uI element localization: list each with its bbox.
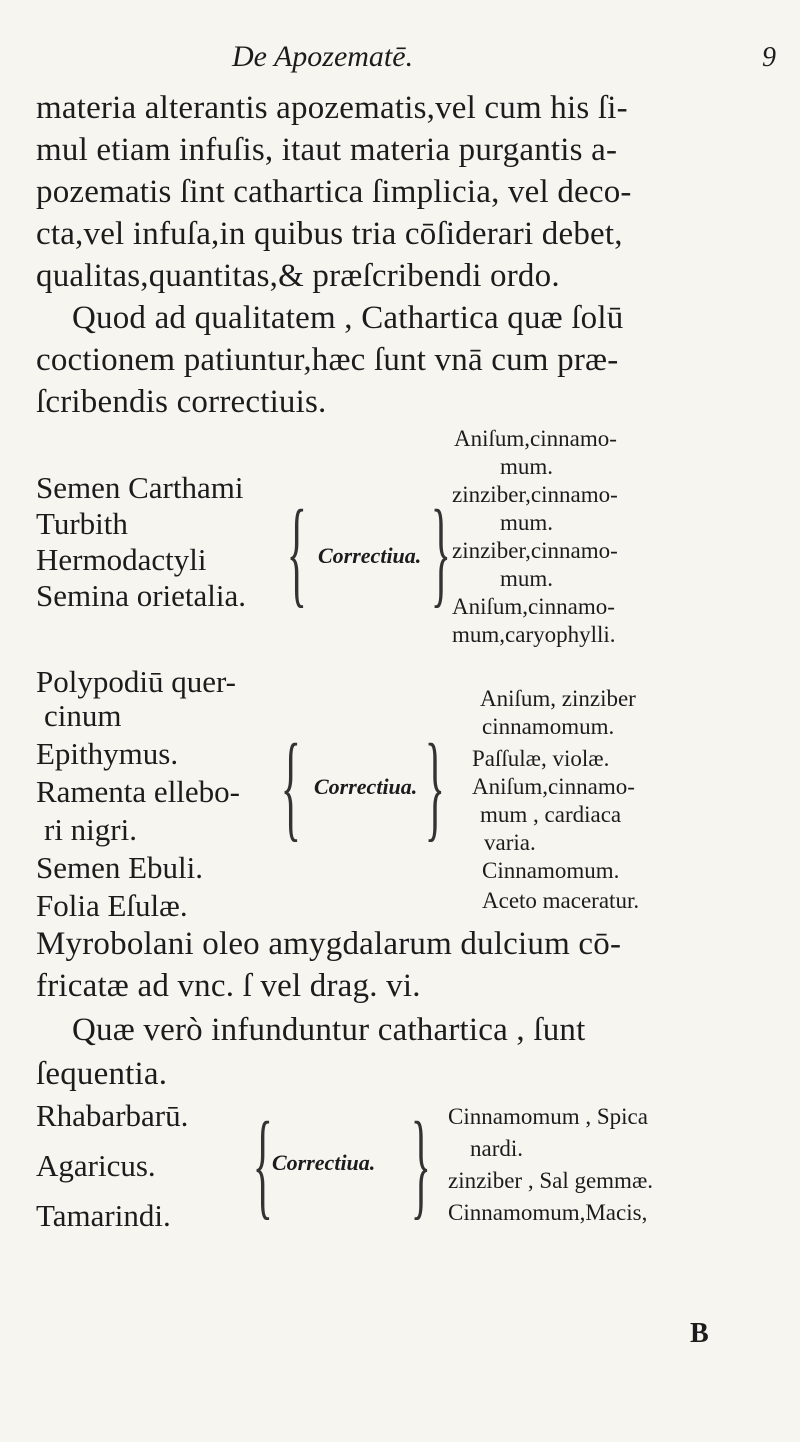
remedy-item: Ramenta ellebo-: [36, 774, 240, 809]
text-line: mul etiam infuſis, itaut materia purgantis a-: [36, 132, 618, 168]
corrective-line: varia.: [484, 830, 536, 855]
text-line: coctionem patiuntur,hæc ſunt vnā cum præ-: [36, 342, 619, 378]
corrective-line: Paſſulæ, violæ.: [472, 746, 610, 771]
corrective-line: Cinnamomum , Spica: [448, 1104, 648, 1129]
remedy-item: Polypodiū quer-: [36, 664, 237, 699]
remedy-item: Hermodactyli: [36, 542, 207, 577]
corrective-line: mum,caryophylli.: [452, 622, 616, 647]
right-brace: }: [430, 485, 451, 618]
left-brace: {: [252, 1097, 273, 1230]
corrective-line: Aniſum, zinziber: [480, 686, 636, 711]
running-header: De Apozematē.: [232, 40, 414, 73]
corrective-line: zinziber,cinnamo-: [452, 482, 618, 507]
remedy-item: Epithymus.: [36, 736, 179, 771]
corrective-line: nardi.: [470, 1136, 524, 1161]
corrective-line: Aceto maceratur.: [482, 888, 640, 913]
remedy-item: Semen Ebuli.: [36, 850, 204, 885]
corrective-line: Aniſum,cinnamo-: [452, 594, 615, 619]
text-line: fricatæ ad vnc. ſ vel drag. vi.: [36, 968, 421, 1004]
text-line: ſequentia.: [36, 1056, 168, 1092]
remedy-item: Turbith: [36, 506, 128, 541]
text-line: pozematis ſint cathartica ſimplicia, vel deco-: [36, 174, 632, 210]
corrective-line: mum.: [500, 510, 554, 535]
remedy-item: Semina orietalia.: [36, 578, 247, 613]
right-brace: }: [424, 719, 445, 852]
text-line: Quod ad qualitatem , Cathartica quæ ſolū: [72, 300, 624, 336]
corrective-line: zinziber , Sal gemmæ.: [448, 1168, 654, 1193]
correctiva-label: Correctiua.: [318, 543, 422, 568]
corrective-line: Cinnamomum,Macis,: [448, 1200, 648, 1225]
corrective-line: zinziber,cinnamo-: [452, 538, 618, 563]
correctiva-label: Correctiua.: [272, 1150, 376, 1175]
corrective-line: Cinnamomum.: [482, 858, 620, 883]
right-brace: }: [410, 1097, 431, 1230]
left-brace: {: [280, 719, 301, 852]
text-line: ſcribendis correctiuis.: [36, 384, 327, 420]
text-line: qualitas,quantitas,& præſcribendi ordo.: [36, 258, 560, 294]
left-brace: {: [286, 485, 307, 618]
page-number: 9: [762, 42, 776, 73]
corrective-line: cinnamomum.: [482, 714, 615, 739]
remedy-item: Rhabarbarū.: [36, 1098, 189, 1133]
remedy-item: Semen Carthami: [36, 470, 244, 505]
remedy-item: Agaricus.: [36, 1148, 156, 1183]
corrective-line: mum.: [500, 566, 554, 591]
remedy-item: ri nigri.: [44, 812, 137, 847]
text-line: materia alterantis apozematis,vel cum his ſi-: [36, 90, 628, 126]
corrective-line: Aniſum,cinnamo-: [472, 774, 635, 799]
corrective-line: Aniſum,cinnamo-: [454, 426, 617, 451]
text-line: cta,vel infuſa,in quibus tria cōſiderari debet,: [36, 216, 623, 252]
remedy-item: cinum: [44, 698, 122, 733]
remedy-item: Tamarindi.: [36, 1198, 171, 1233]
corrective-line: mum , cardiaca: [480, 802, 622, 827]
correctiva-label: Correctiua.: [314, 774, 418, 799]
text-line: Myrobolani oleo amygdalarum dulcium cō-: [36, 926, 622, 962]
remedy-item: Folia Eſulæ.: [36, 888, 188, 923]
corrective-line: mum.: [500, 454, 554, 479]
catchword: B: [690, 1318, 709, 1349]
text-line: Quæ verò infunduntur cathartica , ſunt: [72, 1012, 586, 1048]
